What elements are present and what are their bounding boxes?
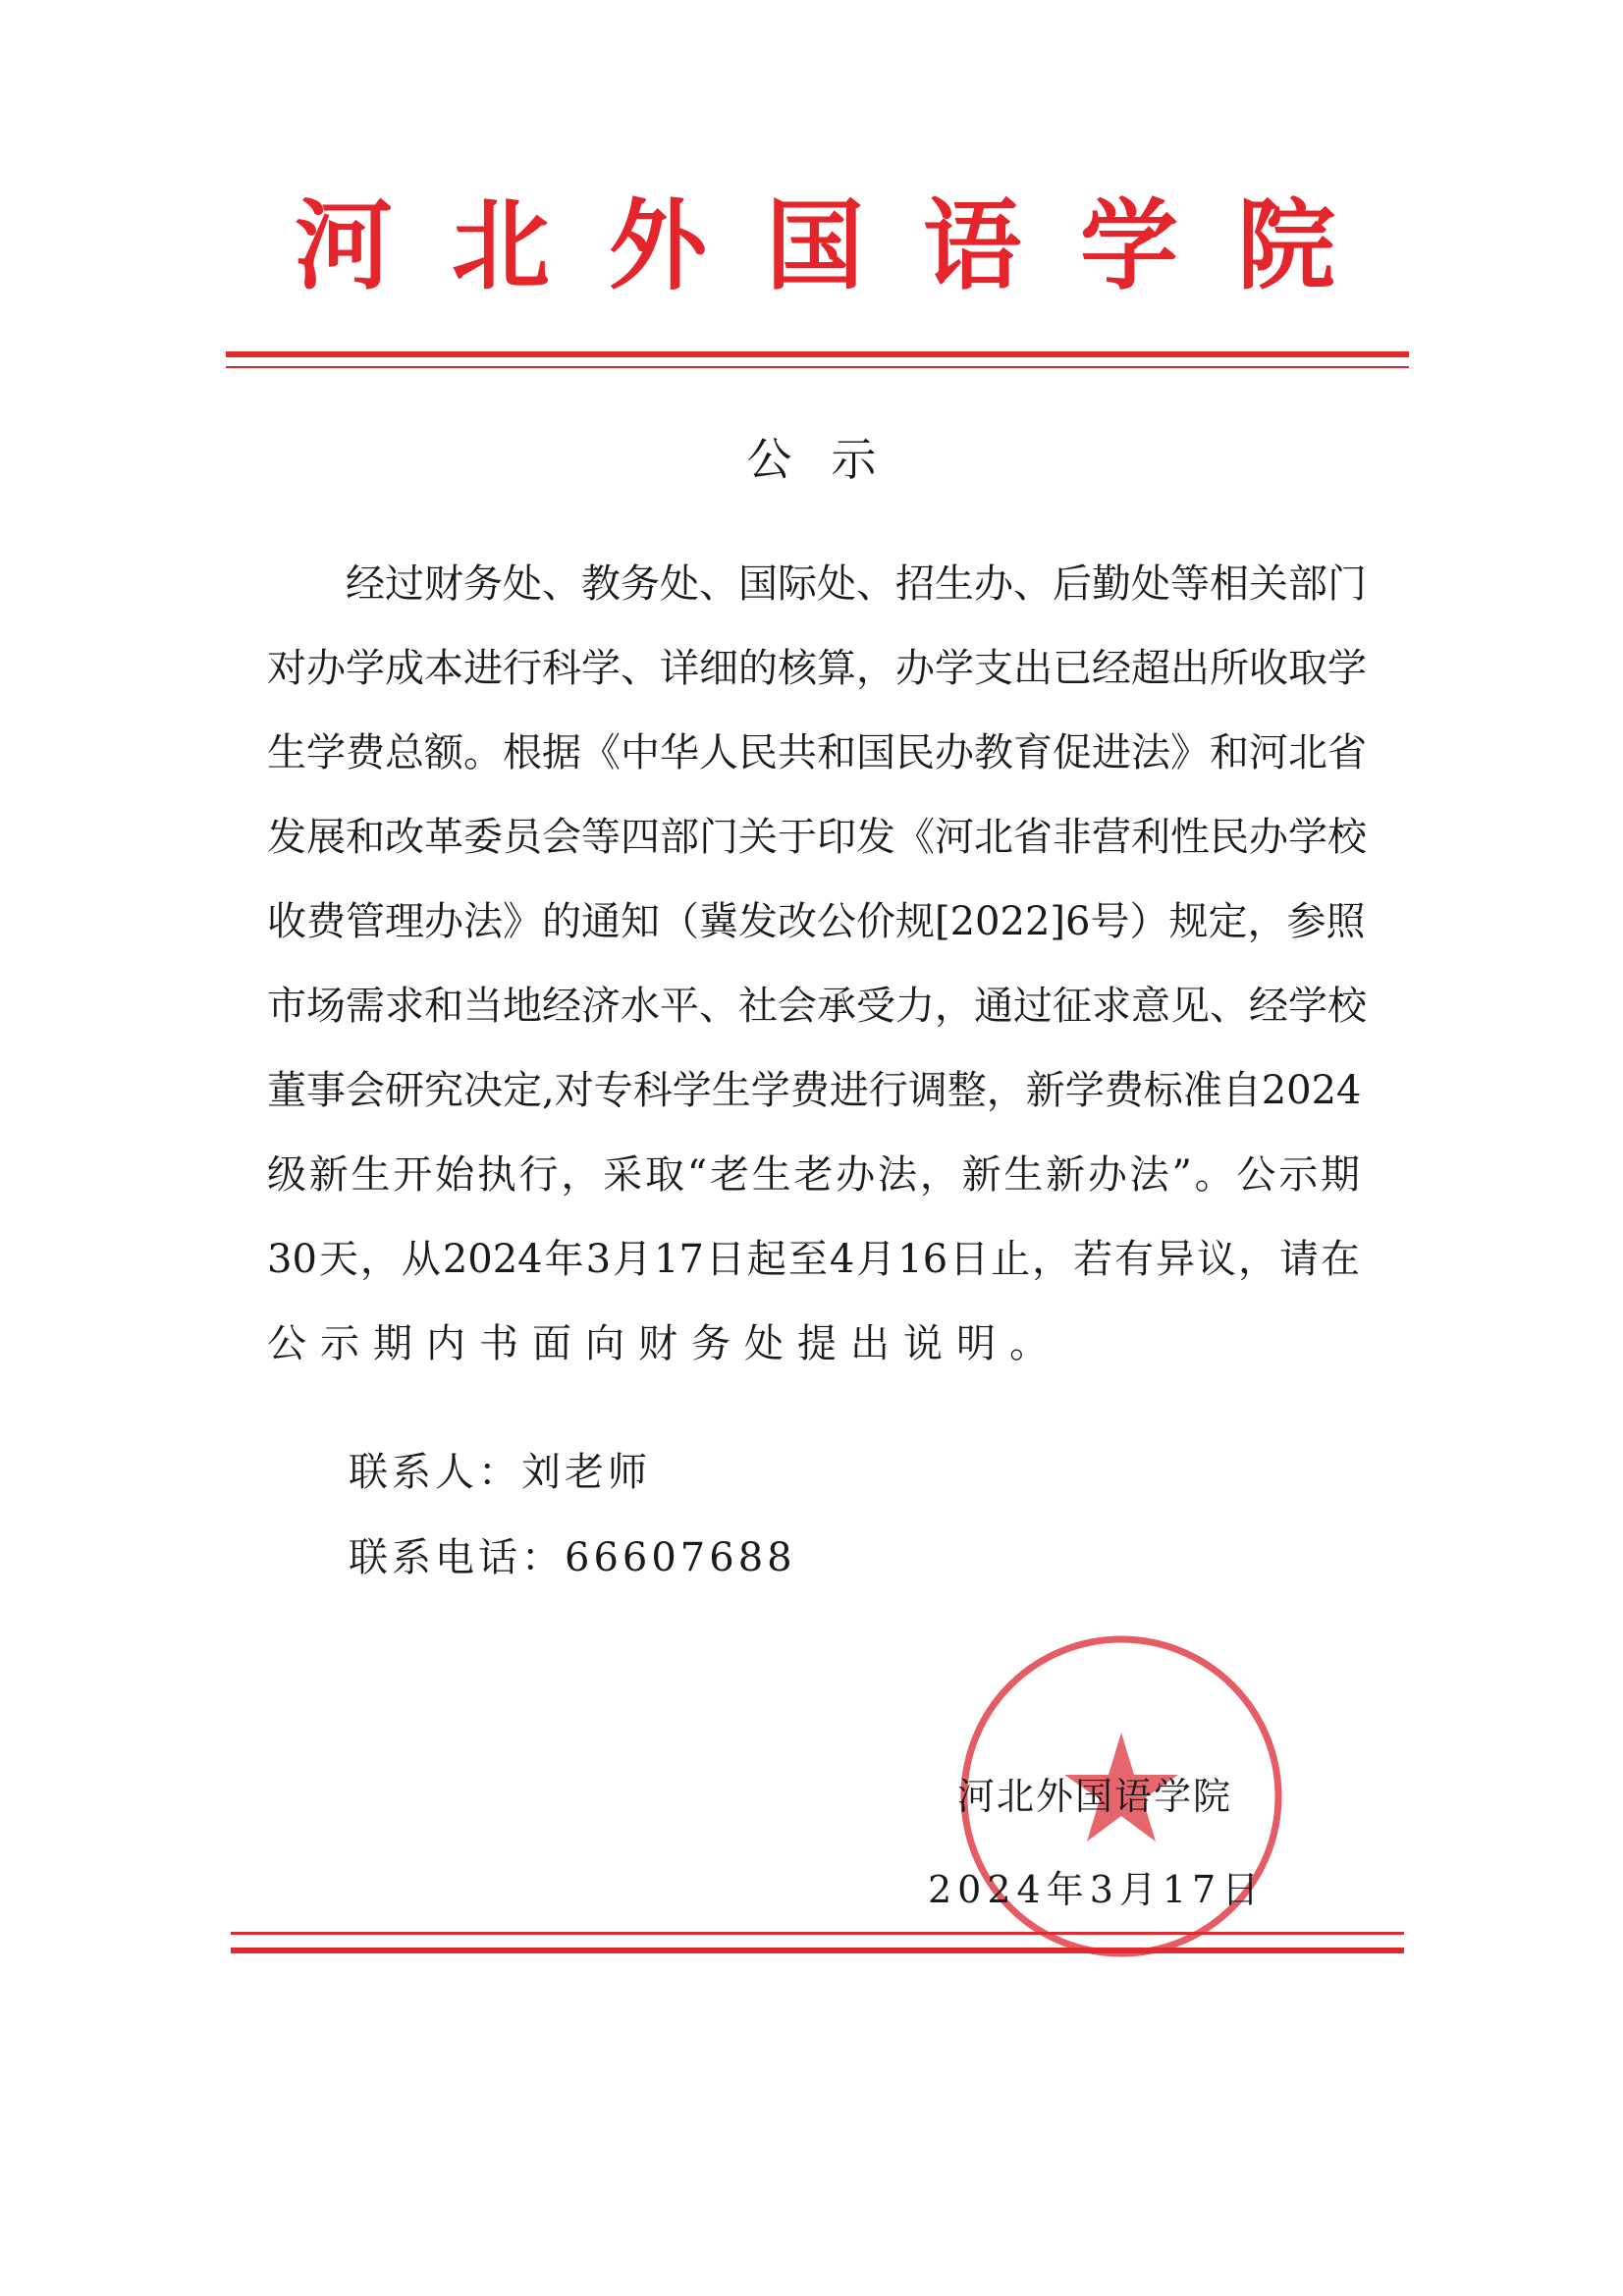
body-line: 董事会研究决定,对专科学生学费进行调整，新学费标准自2024: [267, 1068, 1362, 1113]
title-char: 北: [452, 187, 550, 303]
footer-rule-thick: [231, 1948, 1404, 1953]
signature-date: 2024年3月17日: [928, 1868, 1266, 1911]
body-line: 经过财务处、教务处、国际处、招生办、后勤处等相关部门: [346, 561, 1367, 607]
notice-heading: 公示: [746, 433, 916, 486]
header-rule-thin: [226, 366, 1409, 368]
body-line: 对办学成本进行科学、详细的核算，办学支出已经超出所收取学: [267, 646, 1367, 691]
title-char: 河: [295, 187, 393, 303]
body-line: 公示期内书面向财务处提出说明。: [267, 1321, 1062, 1366]
title-char: 外: [609, 187, 707, 303]
header-rule-thick: [226, 351, 1409, 357]
body-line: 级新生开始执行，采取“老生老办法，新生新办法”。公示期: [267, 1152, 1360, 1198]
body-line: 收费管理办法》的通知（冀发改公价规[2022]6号）规定，参照: [267, 899, 1366, 944]
signature-org: 河北外国语学院: [957, 1775, 1233, 1818]
body-line: 30天，从2024年3月17日起至4月16日止，若有异议，请在: [267, 1237, 1360, 1282]
contact-person: 联系人：刘老师: [349, 1450, 651, 1495]
body-line: 生学费总额。根据《中华人民共和国民办教育促进法》和河北省: [267, 730, 1367, 775]
title-char: 院: [1237, 187, 1335, 303]
contact-phone: 联系电话：66607688: [349, 1535, 796, 1580]
footer-rule-thin: [231, 1932, 1404, 1935]
body-line: 发展和改革委员会等四部门关于印发《河北省非营利性民办学校: [267, 815, 1367, 860]
body-line: 市场需求和当地经济水平、社会承受力，通过征求意见、经学校: [267, 984, 1367, 1029]
title-char: 语: [923, 187, 1021, 303]
title-char: 学: [1080, 187, 1178, 303]
title-char: 国: [766, 187, 864, 303]
letterhead-title: [295, 187, 1335, 304]
notice-body: [267, 555, 1367, 1399]
